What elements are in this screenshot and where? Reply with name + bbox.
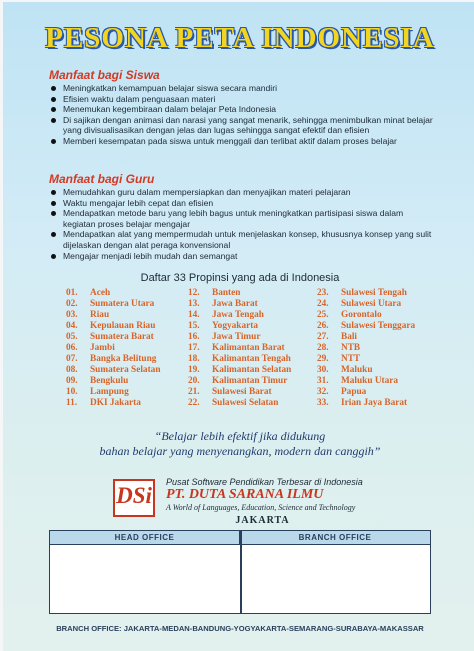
branch-office-header: BRANCH OFFICE	[240, 531, 430, 545]
section-heading-siswa: Manfaat bagi Siswa	[49, 68, 160, 82]
province-item: 02. Sumatera Utara	[66, 299, 155, 309]
company-logo-text: DSi	[116, 483, 152, 508]
province-item: 01. Aceh	[66, 288, 111, 298]
province-item: 06. Jambi	[66, 343, 115, 353]
province-item: 16. Jawa Timur	[188, 332, 261, 342]
province-item: 12. Banten	[188, 288, 241, 298]
branch-office-cell	[240, 545, 430, 613]
province-item: 25. Gorontalo	[317, 310, 382, 320]
list-item: Mendapatkan alat yang mempermudah untuk menjelaskan konsep, khususnya konsep yang sulit dijelaskan dengan alat peraga konvensional	[50, 229, 435, 250]
province-item: 20. Kalimantan Timur	[188, 376, 288, 386]
province-item: 08. Sumatera Selatan	[66, 365, 161, 375]
guru-benefit-list	[50, 187, 435, 261]
head-office-header: HEAD OFFICE	[50, 531, 240, 545]
list-item: Di sajikan dengan animasi dan narasi yang sangat menarik, sehingga menimbulkan minat belajar yang divisualisasikan dengan jelas dan lugas sehingga sangat efektif dan efisien	[50, 115, 435, 136]
province-item: 32. Papua	[317, 387, 367, 397]
page-title: PESONA PETA INDONESIA	[45, 22, 435, 54]
company-name: PT. DUTA SARANA ILMU	[166, 487, 324, 502]
quote-line-2: bahan belajar yang menyenangkan, modern dan canggih”	[99, 444, 381, 458]
province-item: 04. Kepulauan Riau	[66, 321, 156, 331]
province-item: 23. Sulawesi Tengah	[317, 288, 407, 298]
province-item: 10. Lampung	[66, 387, 129, 397]
list-item: Menemukan kegembiraan dalam belajar Peta Indonesia	[50, 104, 435, 115]
province-column-1	[66, 288, 161, 409]
province-item: 15. Yogyakarta	[188, 321, 258, 331]
list-item: Waktu mengajar lebih cepat dan efisien	[50, 198, 435, 209]
office-table	[49, 530, 431, 614]
province-item: 28. NTB	[317, 343, 361, 353]
province-item: 24. Sulawesi Utara	[317, 299, 402, 309]
province-item: 30. Maluku	[317, 365, 373, 375]
province-item: 22. Sulawesi Selatan	[188, 398, 279, 408]
province-item: 03. Riau	[66, 310, 110, 320]
province-column-3	[317, 288, 415, 409]
province-item: 27. Bali	[317, 332, 358, 342]
province-item: 05. Sumatera Barat	[66, 332, 154, 342]
province-item: 21. Sulawesi Barat	[188, 387, 272, 397]
head-office-cell	[50, 545, 240, 613]
province-item: 18. Kalimantan Tengah	[188, 354, 291, 364]
list-item: Mengajar menjadi lebih mudah dan semangat	[50, 251, 435, 262]
company-logo	[113, 479, 155, 517]
province-item: 33. Irian Jaya Barat	[317, 398, 408, 408]
province-item: 17. Kalimantan Barat	[188, 343, 285, 353]
siswa-benefit-list	[50, 83, 435, 147]
province-item: 29. NTT	[317, 354, 361, 364]
province-item: 09. Bengkulu	[66, 376, 129, 386]
province-item: 31. Maluku Utara	[317, 376, 399, 386]
province-item: 26. Sulawesi Tenggara	[317, 321, 416, 331]
province-item: 13. Jawa Barat	[188, 299, 258, 309]
list-item: Meningkatkan kemampuan belajar siswa secara mandiri	[50, 83, 435, 94]
company-tagline: A World of Languages, Education, Science and Technology	[166, 503, 356, 512]
province-column-2	[188, 288, 291, 409]
list-item: Memudahkan guru dalam mempersiapkan dan menyajikan materi pelajaran	[50, 187, 435, 198]
province-item: 14. Jawa Tengah	[188, 310, 264, 320]
list-item: Memberi kesempatan pada siswa untuk menggali dan terlibat aktif dalam proses belajar	[50, 136, 435, 147]
list-item: Efisien waktu dalam penguasaan materi	[50, 94, 435, 105]
province-item: 19. Kalimantan Selatan	[188, 365, 292, 375]
section-heading-guru: Manfaat bagi Guru	[49, 172, 155, 186]
company-city: JAKARTA	[235, 515, 290, 526]
quote-line-1: “Belajar lebih efektif jika didukung	[154, 429, 326, 443]
province-item: 07. Bangka Belitung	[66, 354, 157, 364]
province-item: 11. DKI Jakarta	[66, 398, 141, 408]
list-item: Mendapatkan metode baru yang lebih bagus untuk meningkatkan partisipasi siswa dalam kegiatan proses belajar mengajar	[50, 208, 435, 229]
province-list-title: Daftar 33 Propinsi yang ada di Indonesia	[140, 272, 340, 284]
company-slogan: Pusat Software Pendidikan Terbesar di Indonesia	[166, 477, 363, 487]
branch-office-footer: BRANCH OFFICE: JAKARTA-MEDAN-BANDUNG-YOGYAKARTA-SEMARANG-SURABAYA-MAKASSAR	[56, 624, 424, 633]
